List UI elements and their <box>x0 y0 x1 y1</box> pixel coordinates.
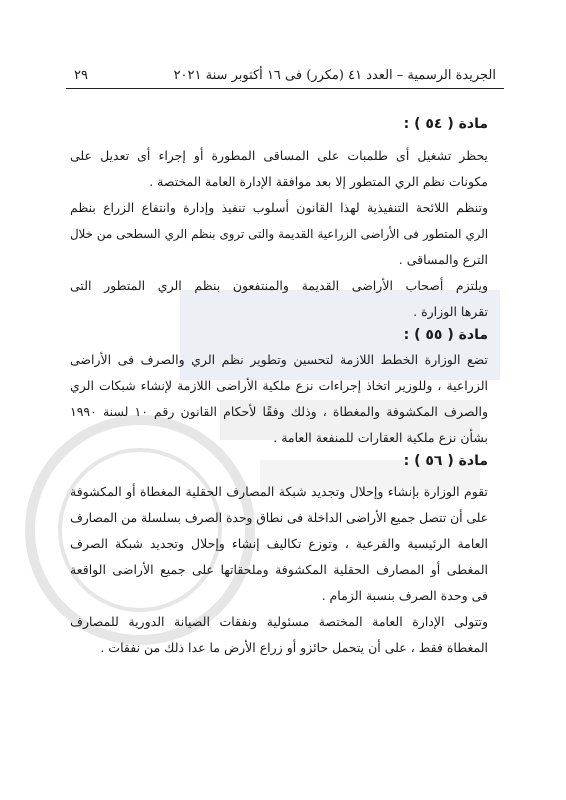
paragraph <box>70 609 488 661</box>
text-line: تضع الوزارة الخطط اللازمة لتحسين وتطوير نظم الري والصرف فى الأراضى <box>70 352 488 367</box>
text-line: الري المتطور فى الأراضى الزراعية القديمة والتى تروى بنظم الري السطحى من خلال <box>70 227 488 241</box>
page-header <box>74 64 496 86</box>
article-heading: مادة ( ٥٦ ) : <box>403 453 488 469</box>
article-heading: مادة ( ٥٥ ) : <box>403 327 488 343</box>
paragraph <box>70 479 488 609</box>
paragraph <box>70 273 488 325</box>
paragraph <box>70 195 488 273</box>
paragraph <box>70 347 488 451</box>
text-line: وتتولى الإدارة العامة المختصة مسئولية ونفقات الصيانة الدورية للمصارف <box>70 614 488 629</box>
document-body <box>70 100 488 661</box>
paragraph <box>70 143 488 195</box>
header-title: الجريدة الرسمية – العدد ٤١ (مكرر) فى ١٦ أكتوبر سنة ٢٠٢١ <box>173 67 496 83</box>
text-line: فى وحدة الصرف بنسبة الزمام . <box>321 588 488 603</box>
header-divider <box>66 88 504 89</box>
text-line: والصرف المكشوفة والمغطاة ، وذلك وفقًا لأحكام القانون رقم ١٠ لسنة ١٩٩٠ <box>70 404 488 419</box>
text-line: وتنظم اللائحة التنفيذية لهذا القانون أسلوب تنفيذ وإدارة وانتفاع الزراع بنظم <box>70 200 488 215</box>
text-line: تقوم الوزارة بإنشاء وإحلال وتجديد شبكة المصارف الحقلية المغطاة أو المكشوفة <box>70 484 488 499</box>
text-line: تقرها الوزارة . <box>413 304 488 319</box>
text-line: مكونات نظم الري المتطور إلا بعد موافقة الإدارة العامة المختصة . <box>149 174 488 189</box>
text-line: المغطى أو المصارف الحقلية المكشوفة وملحقاتها على جميع الأراضى الواقعة <box>70 562 488 577</box>
text-line: المغطاة فقط ، على أن يتحمل حائزو أو زراع الأرض ما عدا ذلك من نفقات . <box>100 640 488 655</box>
text-line: يحظر تشغيل أى طلمبات على المساقى المطورة أو إجراء أى تعديل على <box>70 148 488 163</box>
article-55 <box>70 325 488 451</box>
article-heading: مادة ( ٥٤ ) : <box>403 116 488 132</box>
text-line: العامة الرئيسية والفرعية ، وتوزع تكاليف إنشاء وإحلال وتجديد شبكة الصرف <box>70 536 488 551</box>
text-line: بشأن نزع ملكية العقارات للمنفعة العامة . <box>273 430 488 445</box>
text-line: ويلتزم أصحاب الأراضى القديمة والمنتفعون بنظم الري المتطور التى <box>70 278 488 293</box>
text-line: الزراعية ، وللوزير اتخاذ إجراءات نزع ملكية الأراضى اللازمة لإنشاء شبكات الري <box>70 378 488 393</box>
text-line: على أن تتصل جميع الأراضى الداخلة فى نطاق وحدة الصرف بسلسلة من المصارف <box>70 511 488 525</box>
page-number: ٢٩ <box>74 67 88 83</box>
article-56 <box>70 451 488 661</box>
article-54 <box>70 114 488 325</box>
text-line: الترع والمساقى . <box>398 252 488 267</box>
